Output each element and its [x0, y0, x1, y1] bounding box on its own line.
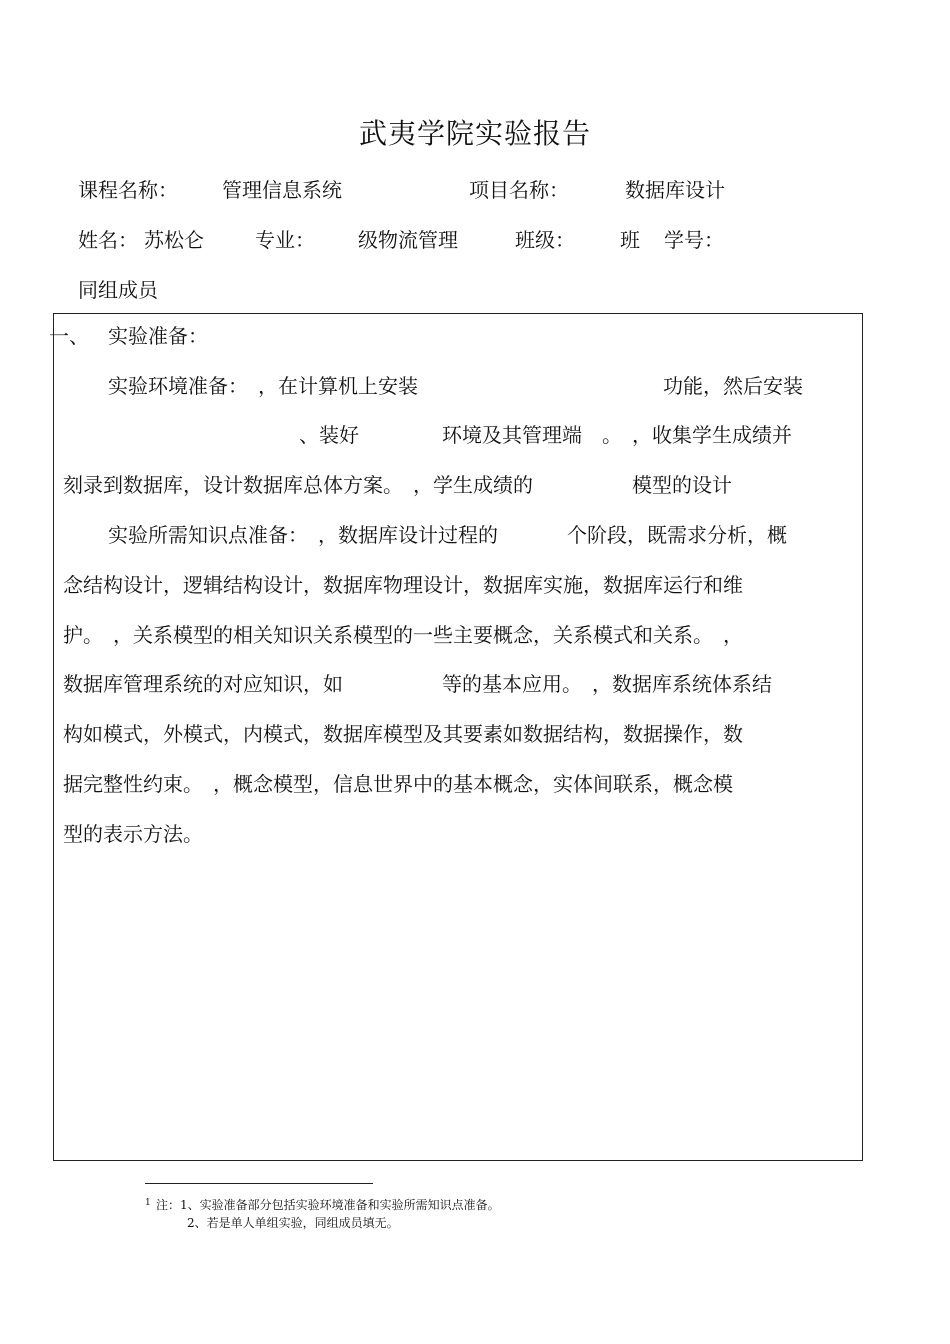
knowledge-line-1b: 个阶段，既需求分析，概: [567, 523, 787, 547]
env-line-3b: 模型的设计: [632, 473, 732, 497]
name-label: 姓名：: [78, 228, 138, 252]
env-line-2a: 、装好: [299, 423, 359, 447]
major-label: 专业：: [255, 228, 315, 252]
knowledge-line-4b: 等的基本应用。 ，数据库系统体系结: [442, 672, 772, 696]
project-value: 数据库设计: [625, 178, 725, 202]
class-label: 班级：: [515, 228, 575, 252]
class-value: 班: [620, 228, 640, 252]
knowledge-line-4a: 数据库管理系统的对应知识，如: [63, 672, 343, 696]
student-id-label: 学号：: [664, 228, 724, 252]
course-value: 管理信息系统: [222, 178, 342, 202]
footnote-line-1: 注：1、实验准备部分包括实验环境准备和实验所需知识点准备。: [156, 1198, 500, 1212]
env-line-3a: 刻录到数据库，设计数据库总体方案。 ，学生成绩的: [63, 473, 533, 497]
knowledge-line-5: 构如模式，外模式，内模式，数据库模型及其要素如数据结构，数据操作，数: [63, 722, 743, 746]
name-value: 苏松仑: [144, 228, 204, 252]
major-value: 级物流管理: [358, 228, 458, 252]
course-label: 课程名称：: [78, 178, 178, 202]
footnote-mark: 1: [145, 1198, 151, 1208]
footnote-line-2: 2、若是单人单组实验，同组成员填无。: [187, 1216, 399, 1230]
env-line-2b: 环境及其管理端 。 ，收集学生成绩并: [442, 423, 792, 447]
project-label: 项目名称：: [469, 178, 569, 202]
knowledge-line-7: 型的表示方法。: [63, 822, 203, 846]
knowledge-line-2: 念结构设计，逻辑结构设计，数据库物理设计，数据库实施，数据库运行和维: [63, 573, 743, 597]
knowledge-line-3: 护。 ，关系模型的相关知识关系模型的一些主要概念，关系模式和关系。 ，: [63, 623, 743, 647]
footnote-rule: [145, 1183, 373, 1184]
group-members-label: 同组成员: [78, 278, 158, 302]
env-line-1b: 功能，然后安装: [663, 374, 803, 398]
env-line-1a: 实验环境准备： ，在计算机上安装: [108, 374, 418, 398]
knowledge-line-1a: 实验所需知识点准备： ，数据库设计过程的: [108, 523, 498, 547]
report-title: 武夷学院实验报告: [358, 117, 591, 150]
section-heading: 实验准备：: [108, 324, 208, 348]
section-number: 一、: [49, 324, 89, 348]
knowledge-line-6: 据完整性约束。 ，概念模型，信息世界中的基本概念，实体间联系，概念模: [63, 772, 733, 796]
